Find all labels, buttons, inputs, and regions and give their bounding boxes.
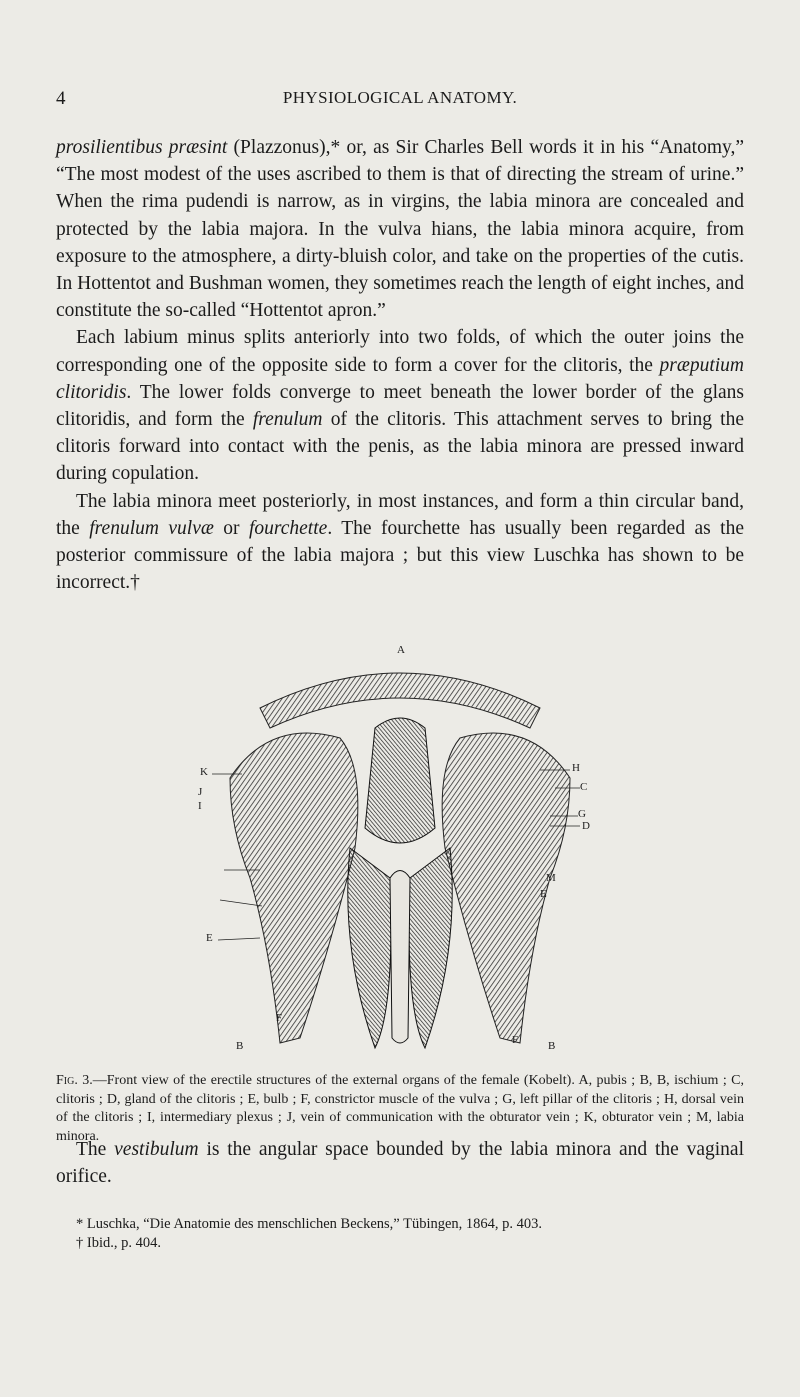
text-run: The labia minora meet posteriorly, in most instances, and form a thin circular band, the xyxy=(56,490,744,539)
vestibulum-paragraph xyxy=(56,1136,744,1190)
clitoris-shape xyxy=(365,718,435,843)
left-bulb-shape xyxy=(348,848,391,1048)
figure-number: Fig. 3. xyxy=(56,1073,93,1088)
paragraph xyxy=(56,1136,744,1190)
label-d: D xyxy=(582,820,590,832)
italic-term: frenulum xyxy=(252,409,323,431)
paragraph xyxy=(56,488,744,597)
footnote: † Ibid., p. 404. xyxy=(76,1235,161,1251)
label-h: H xyxy=(572,762,580,774)
label-c: C xyxy=(580,781,588,793)
label-j: J xyxy=(198,786,203,798)
footnote: * Luschka, “Die Anatomie des menschlichen Beckens,” Tübingen, 1864, p. 403. xyxy=(76,1216,543,1232)
running-head: PHYSIOLOGICAL ANATOMY. xyxy=(282,88,518,107)
label-f-right: F xyxy=(512,1034,519,1046)
anatomical-figure xyxy=(190,644,610,1068)
label-e-left: E xyxy=(206,932,213,944)
figure-caption xyxy=(56,1072,744,1146)
text-run: of the clitoris. This attachment serves to bring the clitoris forward into contact with the penis, as the labia minora are pressed inward during copulation. xyxy=(56,409,744,485)
text-run: . The lower folds converge to meet beneath the lower border of the glans clitoridis, and form the xyxy=(56,381,744,431)
text-run: is the angular space bounded by the labia minora and the vaginal orifice. xyxy=(56,1139,744,1187)
central-opening xyxy=(390,871,410,1044)
page-number: 4 xyxy=(56,88,66,109)
italic-term: prosilientibus præsint xyxy=(56,137,228,158)
text-run: or xyxy=(213,517,249,539)
label-m: M xyxy=(546,872,556,884)
right-bulb-shape xyxy=(409,848,452,1048)
text-run: Each labium minus splits anteriorly into two folds, of which the outer joins the corresponding one of the opposite side to form a cover for the clitoris, the xyxy=(56,327,744,376)
footnotes xyxy=(56,1215,744,1253)
label-f-left: F xyxy=(276,1012,283,1024)
label-b-right: B xyxy=(548,1040,556,1052)
text-run: The xyxy=(76,1139,115,1160)
italic-term: frenulum vulvæ xyxy=(89,517,214,539)
paragraph xyxy=(56,134,744,324)
figure-illustration xyxy=(190,648,610,1068)
body-text xyxy=(56,134,744,596)
caption-text: —Front view of the erectile structures of the external organs of the female (Kobelt). A, pubis ; B, B, ischium ; C, clitoris ; D, gland of the clitoris ; E, bulb ; F, constrictor muscle of the vulva ; G, left pillar of the clitoris ; H, dorsal vein of the clitoris ; I, intermediary plexus ; J, vein of communication with the obturator vein ; K, obturator vein ; M, labia minora. xyxy=(56,1073,744,1144)
label-b-left: B xyxy=(236,1040,244,1052)
right-pillar-shape xyxy=(442,733,570,1043)
label-e-right: E xyxy=(540,888,547,900)
label-i: I xyxy=(198,800,202,812)
italic-term: vestibulum xyxy=(114,1139,199,1160)
text-run: (Plazzonus),* or, as Sir Charles Bell words it in his “Anatomy,” “The most modest of the uses ascribed to them is that of directing the stream of urine.” When the rima pudendi is narrow, as in virgins, the labia minora are concealed and protected by the labia majora. In the vulva hians, the labia minora acquire, from exposure to the atmosphere, a dirty-bluish color, and take on the properties of the cutis. In Hottentot and Bushman women, they sometimes reach the length of eight inches, and constitute the so-called “Hottentot apron.” xyxy=(56,137,745,322)
label-k: K xyxy=(200,766,208,778)
text-run: . The fourchette has usually been regarded as the posterior commissure of the labia majora ; but this view Luschka has shown to be incorrect.† xyxy=(56,517,745,594)
paragraph xyxy=(56,324,744,487)
left-pillar-shape xyxy=(230,733,358,1043)
label-a: A xyxy=(397,644,405,656)
italic-term: præputium clitoridis xyxy=(56,354,744,403)
label-g: G xyxy=(578,808,586,820)
page-header xyxy=(0,88,800,112)
italic-term: fourchette xyxy=(248,517,328,539)
